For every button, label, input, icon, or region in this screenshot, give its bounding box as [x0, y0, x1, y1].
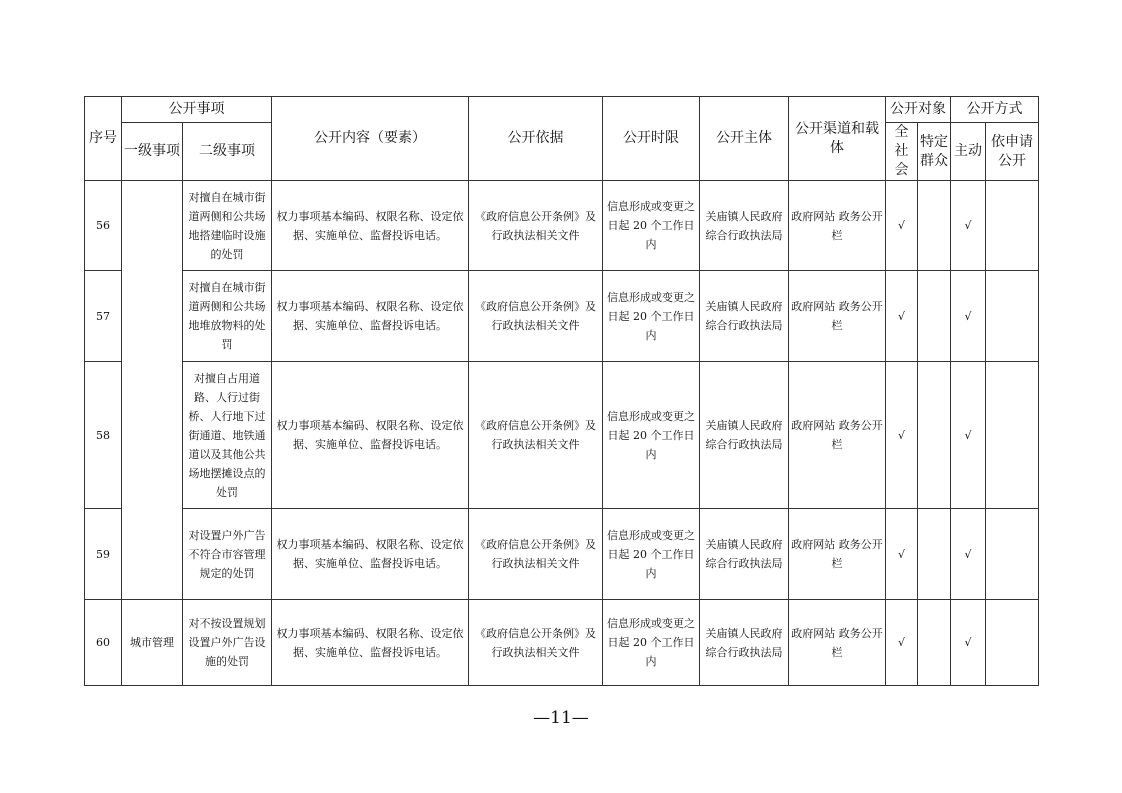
cell-seq: 59 [85, 509, 122, 600]
cell-basis: 《政府信息公开条例》及行政执法相关文件 [469, 600, 603, 686]
cell-basis: 《政府信息公开条例》及行政执法相关文件 [469, 509, 603, 600]
header-content: 公开内容（要素） [272, 97, 469, 181]
cell-subject: 关庙镇人民政府综合行政执法局 [700, 600, 789, 686]
cell-active: √ [951, 181, 986, 271]
cell-specific [918, 271, 951, 362]
cell-channel: 政府网站 政务公开栏 [789, 362, 886, 509]
cell-all: √ [886, 509, 918, 600]
cell-seq: 57 [85, 271, 122, 362]
header-channel: 公开渠道和载体 [789, 97, 886, 181]
cell-channel: 政府网站 政务公开栏 [789, 181, 886, 271]
table-row [85, 509, 1039, 600]
cell-subject: 关庙镇人民政府综合行政执法局 [700, 181, 789, 271]
table-row [85, 271, 1039, 362]
cell-seq: 58 [85, 362, 122, 509]
header-method-apply: 依申请公开 [986, 123, 1039, 181]
cell-time-limit: 信息形成或变更之日起 20 个工作日内 [603, 600, 700, 686]
cell-content: 权力事项基本编码、权限名称、设定依据、实施单位、监督投诉电话。 [272, 271, 469, 362]
header-audience-specific: 特定群众 [918, 123, 951, 181]
cell-apply [986, 362, 1039, 509]
cell-channel: 政府网站 政务公开栏 [789, 600, 886, 686]
header-level2: 二级事项 [183, 123, 272, 181]
cell-all: √ [886, 181, 918, 271]
cell-level1: 城市管理 [122, 600, 183, 686]
cell-active: √ [951, 600, 986, 686]
cell-item: 对擅自在城市街道两侧和公共场地搭建临时设施的处罚 [183, 181, 272, 271]
cell-level1-blank [122, 181, 183, 600]
table-row [85, 600, 1039, 686]
cell-specific [918, 181, 951, 271]
header-basis: 公开依据 [469, 97, 603, 181]
cell-item: 对擅自占用道路、人行过街桥、人行地下过街通道、地铁通道以及其他公共场地摆摊设点的处罚 [183, 362, 272, 509]
cell-item: 对擅自在城市街道两侧和公共场地堆放物料的处罚 [183, 271, 272, 362]
cell-active: √ [951, 362, 986, 509]
cell-specific [918, 600, 951, 686]
cell-apply [986, 271, 1039, 362]
header-seq: 序号 [85, 97, 122, 181]
cell-all: √ [886, 362, 918, 509]
disclosure-table [84, 96, 1039, 686]
cell-seq: 60 [85, 600, 122, 686]
cell-channel: 政府网站 政务公开栏 [789, 271, 886, 362]
header-method: 公开方式 [951, 97, 1039, 123]
cell-content: 权力事项基本编码、权限名称、设定依据、实施单位、监督投诉电话。 [272, 362, 469, 509]
cell-specific [918, 509, 951, 600]
cell-subject: 关庙镇人民政府综合行政执法局 [700, 509, 789, 600]
header-level1: 一级事项 [122, 123, 183, 181]
header-subject: 公开主体 [700, 97, 789, 181]
cell-all: √ [886, 600, 918, 686]
cell-basis: 《政府信息公开条例》及行政执法相关文件 [469, 181, 603, 271]
cell-content: 权力事项基本编码、权限名称、设定依据、实施单位、监督投诉电话。 [272, 181, 469, 271]
cell-apply [986, 600, 1039, 686]
cell-apply [986, 181, 1039, 271]
page-number: —11— [533, 708, 589, 728]
cell-time-limit: 信息形成或变更之日起 20 个工作日内 [603, 271, 700, 362]
header-time-limit: 公开时限 [603, 97, 700, 181]
header-public-items: 公开事项 [122, 97, 272, 123]
cell-specific [918, 362, 951, 509]
cell-time-limit: 信息形成或变更之日起 20 个工作日内 [603, 181, 700, 271]
cell-basis: 《政府信息公开条例》及行政执法相关文件 [469, 362, 603, 509]
cell-basis: 《政府信息公开条例》及行政执法相关文件 [469, 271, 603, 362]
cell-subject: 关庙镇人民政府综合行政执法局 [700, 271, 789, 362]
cell-time-limit: 信息形成或变更之日起 20 个工作日内 [603, 509, 700, 600]
header-audience-all: 全社会 [886, 123, 918, 181]
cell-all: √ [886, 271, 918, 362]
cell-seq: 56 [85, 181, 122, 271]
header-method-active: 主动 [951, 123, 986, 181]
cell-item: 对不按设置规划设置户外广告设施的处罚 [183, 600, 272, 686]
cell-subject: 关庙镇人民政府综合行政执法局 [700, 362, 789, 509]
cell-content: 权力事项基本编码、权限名称、设定依据、实施单位、监督投诉电话。 [272, 600, 469, 686]
cell-active: √ [951, 271, 986, 362]
cell-content: 权力事项基本编码、权限名称、设定依据、实施单位、监督投诉电话。 [272, 509, 469, 600]
cell-active: √ [951, 509, 986, 600]
table-row [85, 362, 1039, 509]
cell-apply [986, 509, 1039, 600]
header-audience: 公开对象 [886, 97, 951, 123]
cell-time-limit: 信息形成或变更之日起 20 个工作日内 [603, 362, 700, 509]
cell-channel: 政府网站 政务公开栏 [789, 509, 886, 600]
cell-item: 对设置户外广告不符合市容管理规定的处罚 [183, 509, 272, 600]
table-row [85, 181, 1039, 271]
